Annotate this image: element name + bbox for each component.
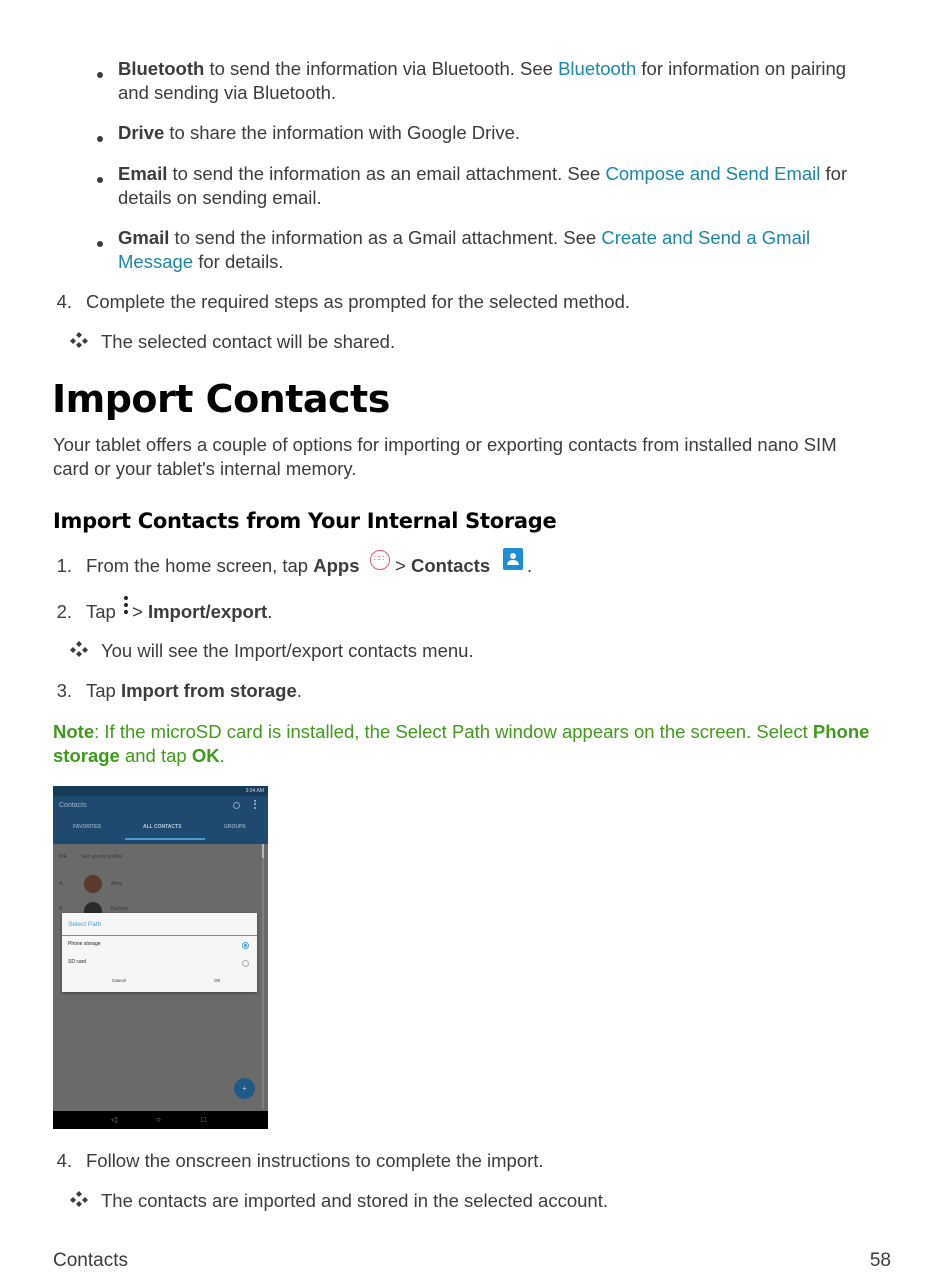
note-label: Note bbox=[53, 721, 95, 742]
phone-tab-groups: GROUPS bbox=[224, 824, 246, 830]
subsection-title: Import Contacts from Your Internal Storage bbox=[53, 509, 557, 533]
dialog-divider bbox=[62, 935, 257, 936]
note-text: and tap bbox=[119, 745, 192, 766]
gmail-link[interactable]: Create and Send a Gmail bbox=[601, 227, 811, 248]
phone-screenshot bbox=[53, 786, 268, 1129]
radio-phone-storage bbox=[242, 942, 249, 949]
option-name: Drive bbox=[118, 122, 165, 143]
option-name: Email bbox=[118, 163, 168, 184]
share-option-bluetooth bbox=[118, 57, 898, 105]
option-text: to share the information with Google Drive. bbox=[164, 122, 521, 143]
step-text: Follow the onscreen instructions to complete the import. bbox=[86, 1150, 544, 1171]
me-label: ME bbox=[59, 854, 68, 860]
intro-text: card or your tablet's internal memory. bbox=[53, 458, 357, 479]
apps-label: Apps bbox=[313, 555, 360, 576]
step-text: From the home screen, tap bbox=[86, 555, 314, 576]
phone-app-bar bbox=[53, 796, 268, 844]
footer-section-name: Contacts bbox=[53, 1250, 128, 1271]
status-time: 3:04 AM bbox=[245, 788, 264, 794]
select-path-dialog bbox=[62, 913, 257, 992]
phone-menu-icon bbox=[254, 800, 258, 809]
phone-nav-bar bbox=[53, 1111, 268, 1129]
separator: > bbox=[395, 555, 411, 576]
option-text: and sending via Bluetooth. bbox=[118, 82, 337, 103]
step-text: Tap bbox=[86, 680, 121, 701]
note-bold: storage bbox=[53, 745, 120, 766]
note-bold: OK bbox=[191, 745, 220, 766]
option-text: for details. bbox=[193, 251, 284, 272]
step-number: 2. bbox=[56, 601, 72, 622]
note-end: . bbox=[219, 745, 225, 766]
dialog-cancel-button: Cancel bbox=[112, 978, 127, 983]
step-number: 4. bbox=[56, 1150, 72, 1171]
step-number: 1. bbox=[56, 555, 72, 576]
contact-name: Amy bbox=[111, 881, 122, 887]
phone-search-icon bbox=[233, 802, 240, 809]
radio-sd-card bbox=[242, 960, 249, 967]
section-letter: B bbox=[59, 906, 63, 912]
section-letter: A bbox=[59, 881, 63, 887]
me-profile-text: Set up my profile bbox=[81, 854, 123, 860]
step-result: You will see the Import/export contacts menu. bbox=[101, 640, 474, 661]
share-option-gmail bbox=[118, 226, 898, 274]
option-text: to send the information as an email attachment. See bbox=[167, 163, 606, 184]
compose-email-link[interactable]: Compose and Send Email bbox=[605, 163, 821, 184]
import-export-label: Import/export bbox=[147, 601, 268, 622]
option-text: for bbox=[820, 163, 848, 184]
phone-scrollbar bbox=[262, 844, 264, 1109]
step-result: The contacts are imported and stored in the selected account. bbox=[101, 1190, 608, 1211]
intro-text: Your tablet offers a couple of options for importing or exporting contacts from installed nano SIM bbox=[53, 434, 837, 455]
bullet bbox=[97, 72, 103, 78]
phone-app-title: Contacts bbox=[59, 802, 87, 809]
step-text: Complete the required steps as prompted for the selected method. bbox=[86, 291, 630, 312]
separator: > bbox=[132, 601, 148, 622]
result-diamond-icon bbox=[69, 639, 89, 659]
phone-recents-icon: □ bbox=[201, 1115, 206, 1124]
apps-icon bbox=[370, 550, 390, 570]
phone-scroll-thumb bbox=[262, 844, 264, 858]
share-option-drive bbox=[118, 121, 898, 145]
gmail-link-continued[interactable]: Message bbox=[118, 251, 194, 272]
step-1-text-cont bbox=[395, 554, 490, 578]
avatar bbox=[84, 875, 102, 893]
footer-page-number: 58 bbox=[869, 1250, 891, 1271]
step-3-text bbox=[86, 679, 302, 703]
step-2-text-cont bbox=[132, 600, 272, 624]
bluetooth-link[interactable]: Bluetooth bbox=[558, 58, 637, 79]
phone-back-icon: ◁ bbox=[111, 1115, 118, 1124]
phone-status-bar bbox=[53, 786, 268, 796]
step-text: Tap bbox=[86, 601, 116, 622]
dialog-ok-button: OK bbox=[214, 978, 221, 983]
share-option-email bbox=[118, 162, 898, 210]
dialog-title: Select Path bbox=[68, 921, 102, 928]
bullet bbox=[97, 241, 103, 247]
note-text: : If the microSD card is installed, the Select Path window appears on the screen. Select bbox=[94, 721, 813, 742]
more-options-icon bbox=[124, 596, 128, 616]
import-from-storage-label: Import from storage bbox=[120, 680, 297, 701]
option-name: Gmail bbox=[118, 227, 170, 248]
option-text: to send the information via Bluetooth. See bbox=[204, 58, 559, 79]
phone-tab-indicator bbox=[125, 838, 205, 840]
step-end: . bbox=[296, 680, 302, 701]
note bbox=[53, 720, 933, 768]
option-name: Bluetooth bbox=[118, 58, 205, 79]
bullet bbox=[97, 136, 103, 142]
result-diamond-icon bbox=[69, 330, 89, 350]
phone-add-contact-fab: + bbox=[234, 1078, 255, 1099]
phone-tab-all-contacts: ALL CONTACTS bbox=[143, 824, 182, 830]
contacts-label: Contacts bbox=[410, 555, 491, 576]
step-result: The selected contact will be shared. bbox=[101, 331, 396, 352]
contacts-app-icon bbox=[503, 548, 523, 570]
section-title: Import Contacts bbox=[52, 377, 390, 421]
bullet bbox=[97, 177, 103, 183]
step-number: 3. bbox=[56, 680, 72, 701]
section-intro bbox=[53, 433, 923, 481]
step-end: . bbox=[527, 555, 533, 576]
phone-tab-favorites: FAVORITES bbox=[73, 824, 101, 830]
option-text: to send the information as a Gmail attachment. See bbox=[169, 227, 602, 248]
option-text: details on sending email. bbox=[118, 187, 322, 208]
contact-name: Barney bbox=[111, 906, 129, 912]
phone-home-icon: ○ bbox=[156, 1115, 161, 1124]
step-number: 4. bbox=[56, 291, 72, 312]
note-bold: Phone bbox=[812, 721, 870, 742]
option-text: for information on pairing bbox=[636, 58, 847, 79]
step-end: . bbox=[267, 601, 273, 622]
option-sd-card: SD card bbox=[68, 959, 87, 965]
result-diamond-icon bbox=[69, 1189, 89, 1209]
option-phone-storage: Phone storage bbox=[68, 941, 101, 947]
